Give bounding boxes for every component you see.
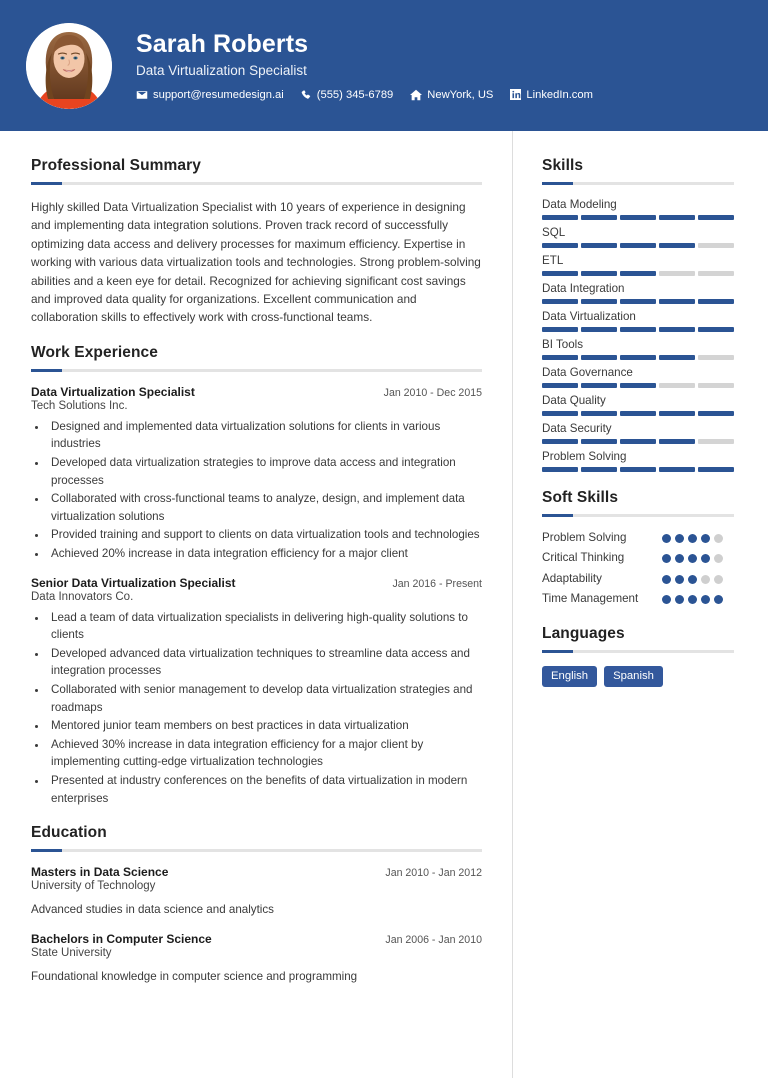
header-text-block — [136, 30, 593, 101]
entry-header — [31, 932, 482, 946]
skill-label: Data Integration — [542, 282, 625, 295]
skill-row — [542, 310, 734, 332]
soft-skill-row — [542, 591, 734, 607]
entry-header — [31, 576, 482, 590]
skill-segment — [698, 383, 734, 388]
skill-segment — [698, 355, 734, 360]
phone-icon — [301, 89, 312, 101]
skill-segment — [620, 271, 656, 276]
skill-segment — [581, 327, 617, 332]
skill-segment — [542, 439, 578, 444]
skill-segment — [698, 215, 734, 220]
envelope-icon — [136, 89, 148, 101]
soft-skill-dot — [714, 534, 723, 543]
skill-label: BI Tools — [542, 338, 584, 351]
skill-row — [542, 226, 734, 248]
skill-segment — [698, 271, 734, 276]
list-item: • Provided training and support to clients on data virtualization tools and technologies — [48, 526, 482, 544]
contact-linkedin[interactable] — [510, 89, 593, 101]
summary-text: Highly skilled Data Virtualization Specialist with 10 years of experience in designing and implementing data integration solutions. Proven track record of successfully optimizing data access and delivery processes for maximum efficiency. Expertise in working with various data virtualization tools and technologies. Strong problem-solving abilities and a keen eye for detail. Recognized for achieving significant cost savings and improved data quality for organizations. Excellent communication and collaboration skills to effectively work with cross-functional teams. — [31, 200, 481, 325]
section-rule — [542, 182, 734, 185]
skill-row — [542, 394, 734, 416]
avatar-photo — [26, 23, 112, 109]
skill-row — [542, 254, 734, 276]
skill-level-bar — [542, 383, 734, 388]
section-rule — [542, 650, 734, 653]
skill-label: Data Security — [542, 422, 612, 435]
soft-skill-dots — [662, 550, 724, 563]
education-description: Advanced studies in data science and analytics — [31, 903, 274, 917]
soft-skill-row — [542, 571, 734, 587]
soft-skill-dot — [714, 595, 723, 604]
contact-location[interactable] — [410, 89, 493, 101]
section-title-soft-skills: Soft Skills — [542, 489, 619, 506]
contact-email[interactable] — [136, 89, 284, 101]
skill-segment — [698, 299, 734, 304]
resume-header — [0, 0, 768, 131]
skill-segment — [698, 243, 734, 248]
section-rule — [31, 182, 482, 185]
contact-phone[interactable] — [301, 89, 394, 101]
section-title-summary: Professional Summary — [31, 157, 201, 174]
section-rule — [542, 514, 734, 517]
skill-level-bar — [542, 327, 734, 332]
skill-segment — [581, 243, 617, 248]
education-entry — [31, 865, 482, 918]
soft-skill-label: Time Management — [542, 592, 639, 606]
skill-segment — [581, 355, 617, 360]
skill-level-bar — [542, 243, 734, 248]
skill-segment — [698, 439, 734, 444]
home-icon — [410, 89, 422, 101]
skill-segment — [659, 243, 695, 248]
soft-skill-dot — [701, 595, 710, 604]
skill-segment — [581, 383, 617, 388]
section-title-experience: Work Experience — [31, 343, 158, 361]
skill-segment — [620, 383, 656, 388]
skill-label: Problem Solving — [542, 450, 627, 463]
contact-linkedin-text: LinkedIn.com — [526, 88, 593, 101]
soft-skill-dot — [675, 534, 684, 543]
section-soft-skills — [542, 489, 734, 608]
skill-segment — [581, 271, 617, 276]
language-tag[interactable]: English — [542, 666, 597, 687]
skill-level-bar — [542, 439, 734, 444]
education-date: Jan 2010 - Jan 2012 — [385, 867, 482, 880]
skill-segment — [581, 439, 617, 444]
soft-skill-dot — [714, 575, 723, 584]
skill-segment — [620, 243, 656, 248]
skill-label: SQL — [542, 226, 566, 239]
soft-skill-label: Problem Solving — [542, 531, 627, 544]
skill-level-bar — [542, 411, 734, 416]
contact-email-text: support@resumedesign.ai — [153, 88, 284, 101]
list-item: • Designed and implemented data virtualization solutions for clients in various industries — [48, 418, 482, 453]
soft-skill-row — [542, 530, 734, 546]
contact-location-text: NewYork, US — [427, 88, 494, 101]
skill-segment — [542, 215, 578, 220]
skill-segment — [581, 411, 617, 416]
soft-skill-label: Critical Thinking — [542, 551, 625, 565]
skill-level-bar — [542, 355, 734, 360]
soft-skill-row — [542, 550, 734, 566]
skill-segment — [698, 327, 734, 332]
section-work-experience — [31, 344, 482, 808]
experience-role: Data Virtualization Specialist — [31, 384, 195, 399]
soft-skill-dot — [662, 575, 671, 584]
soft-skill-dot — [701, 554, 710, 563]
main-column — [0, 131, 513, 1078]
soft-skill-dot — [688, 595, 697, 604]
skill-row — [542, 366, 734, 388]
skill-segment — [542, 383, 578, 388]
skill-segment — [659, 411, 695, 416]
header-job-title: Data Virtualization Specialist — [136, 62, 307, 78]
soft-skill-label: Adaptability — [542, 571, 602, 585]
list-item: • Developed advanced data virtualization techniques to streamline data access and integration processes — [48, 645, 482, 680]
section-skills — [542, 157, 734, 472]
section-education — [31, 824, 482, 985]
skill-segment — [542, 271, 578, 276]
experience-company: Tech Solutions Inc. — [31, 399, 128, 412]
section-title-education: Education — [31, 824, 107, 842]
skill-level-bar — [542, 467, 734, 472]
skill-segment — [659, 215, 695, 220]
soft-skill-dot — [675, 575, 684, 584]
list-item: • Lead a team of data virtualization specialists in delivering high-quality solutions to clients — [48, 609, 482, 644]
soft-skill-dot — [675, 554, 684, 563]
experience-bullets — [48, 418, 482, 563]
education-degree: Bachelors in Computer Science — [31, 931, 212, 946]
list-item: • Achieved 30% increase in data integration efficiency for a major client by implementing cutting-edge virtualization technologies — [48, 736, 482, 771]
list-item: • Collaborated with senior management to develop data virtualization strategies and roadmaps — [48, 681, 482, 716]
skill-label: Data Modeling — [542, 198, 617, 211]
skill-row — [542, 282, 734, 304]
skill-segment — [620, 355, 656, 360]
section-title-skills: Skills — [542, 157, 584, 174]
skill-segment — [698, 411, 734, 416]
list-item: • Developed data virtualization strategies to improve data access and integration processes — [48, 454, 482, 489]
education-description: Foundational knowledge in computer science and programming — [31, 969, 358, 983]
soft-skill-dot — [662, 554, 671, 563]
soft-skill-dot — [688, 554, 697, 563]
skill-segment — [659, 439, 695, 444]
soft-skills-list — [542, 530, 734, 608]
entry-header — [31, 385, 482, 399]
skill-segment — [659, 467, 695, 472]
skill-segment — [581, 467, 617, 472]
skill-segment — [620, 327, 656, 332]
soft-skill-dots — [662, 530, 724, 543]
soft-skill-dots — [662, 571, 724, 584]
education-entry — [31, 932, 482, 985]
page-title: Sarah Roberts — [136, 30, 309, 59]
skill-segment — [659, 355, 695, 360]
skill-label: Data Virtualization — [542, 310, 636, 323]
section-rule — [31, 369, 482, 372]
education-school: State University — [31, 946, 112, 959]
skill-level-bar — [542, 299, 734, 304]
skill-segment — [620, 299, 656, 304]
skill-segment — [620, 411, 656, 416]
skill-row — [542, 338, 734, 360]
skill-segment — [659, 383, 695, 388]
linkedin-icon — [510, 89, 521, 100]
list-item: • Presented at industry conferences on the benefits of data virtualization in modern enterprises — [48, 772, 482, 807]
experience-company: Data Innovators Co. — [31, 590, 134, 603]
skill-segment — [542, 327, 578, 332]
education-degree: Masters in Data Science — [31, 865, 169, 880]
sidebar-column — [513, 131, 768, 1078]
language-tag-list — [542, 666, 734, 687]
soft-skill-dot — [688, 575, 697, 584]
skill-segment — [659, 271, 695, 276]
skill-segment — [542, 299, 578, 304]
skill-segment — [581, 299, 617, 304]
soft-skill-dots — [662, 591, 724, 604]
soft-skill-dot — [688, 534, 697, 543]
education-date: Jan 2006 - Jan 2010 — [385, 933, 482, 946]
soft-skill-dot — [662, 595, 671, 604]
experience-role: Senior Data Virtualization Specialist — [31, 575, 236, 590]
skill-segment — [659, 299, 695, 304]
section-professional-summary — [31, 157, 482, 327]
skill-label: Data Quality — [542, 394, 606, 407]
skill-segment — [698, 467, 734, 472]
section-rule — [31, 849, 482, 852]
skills-list — [542, 198, 734, 472]
section-languages — [542, 625, 734, 687]
education-school: University of Technology — [31, 880, 156, 893]
skill-level-bar — [542, 215, 734, 220]
skill-segment — [620, 467, 656, 472]
avatar — [26, 23, 112, 109]
skill-label: ETL — [542, 254, 564, 267]
contact-phone-text: (555) 345-6789 — [316, 88, 394, 101]
experience-date: Jan 2016 - Present — [392, 577, 482, 590]
skill-segment — [620, 439, 656, 444]
skill-level-bar — [542, 271, 734, 276]
resume-body — [0, 131, 768, 1078]
language-tag[interactable]: Spanish — [604, 666, 663, 687]
contact-list — [136, 89, 593, 101]
list-item: • Collaborated with cross-functional teams to analyze, design, and implement data virtualization solutions — [48, 490, 482, 525]
experience-bullets — [48, 609, 482, 808]
experience-entry — [31, 385, 482, 563]
skill-segment — [542, 467, 578, 472]
skill-row — [542, 422, 734, 444]
entry-header — [31, 865, 482, 879]
skill-segment — [542, 243, 578, 248]
section-title-languages: Languages — [542, 624, 625, 642]
skill-segment — [542, 355, 578, 360]
skill-row — [542, 198, 734, 220]
list-item: • Mentored junior team members on best practices in data virtualization — [48, 717, 482, 735]
soft-skill-dot — [701, 534, 710, 543]
skill-segment — [620, 215, 656, 220]
skill-label: Data Governance — [542, 366, 633, 379]
soft-skill-dot — [675, 595, 684, 604]
soft-skill-dot — [714, 554, 723, 563]
soft-skill-dot — [662, 534, 671, 543]
soft-skill-dot — [701, 575, 710, 584]
skill-segment — [659, 327, 695, 332]
skill-segment — [542, 411, 578, 416]
experience-date: Jan 2010 - Dec 2015 — [383, 386, 482, 399]
experience-entry — [31, 576, 482, 808]
skill-row — [542, 450, 734, 472]
list-item: • Achieved 20% increase in data integration efficiency for a major client — [48, 545, 482, 563]
skill-segment — [581, 215, 617, 220]
